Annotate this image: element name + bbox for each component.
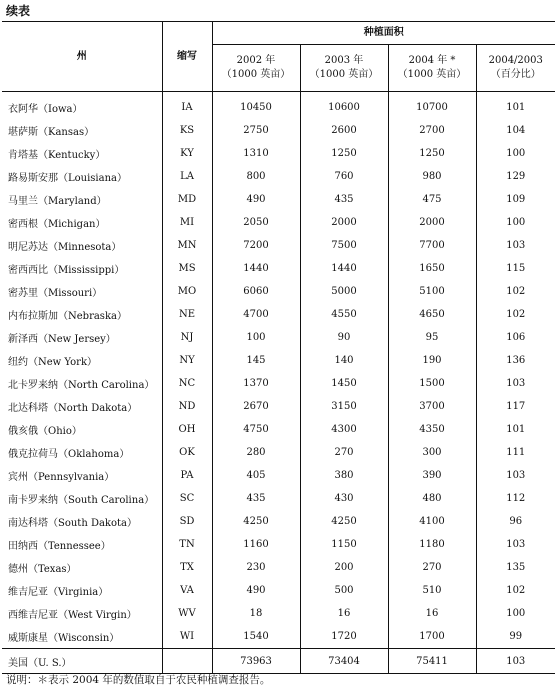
table-row bbox=[2, 349, 555, 372]
table-row bbox=[2, 257, 555, 280]
state-cell: 北达科塔（North Dakota） bbox=[2, 395, 162, 418]
ratio-cell: 102 bbox=[506, 585, 526, 596]
ratio-cell: 103 bbox=[506, 240, 526, 251]
ratio-cell: 135 bbox=[506, 562, 526, 573]
table-row bbox=[2, 92, 555, 120]
y2003-cell: 4550 bbox=[300, 303, 388, 326]
y2004-cell: 480 bbox=[388, 487, 476, 510]
table-row bbox=[2, 280, 555, 303]
total-abbr-cell bbox=[162, 649, 212, 674]
state-cell: 纽约（New York） bbox=[2, 349, 162, 372]
abbr-cell: MD bbox=[162, 188, 212, 211]
y2004-cell: 190 bbox=[388, 349, 476, 372]
abbr-cell: NY bbox=[162, 349, 212, 372]
state-cell: 维吉尼亚（Virginia） bbox=[2, 579, 162, 602]
abbr-cell: ND bbox=[162, 395, 212, 418]
y2003-cell: 200 bbox=[300, 556, 388, 579]
abbr-cell: OH bbox=[162, 418, 212, 441]
y2002-cell: 6060 bbox=[212, 280, 300, 303]
ratio-cell: 115 bbox=[506, 263, 526, 274]
y2002-cell: 18 bbox=[212, 602, 300, 625]
total-2003-cell: 73404 bbox=[300, 649, 388, 674]
y2003-cell: 4300 bbox=[300, 418, 388, 441]
y2003-cell: 10600 bbox=[300, 92, 388, 120]
y2002-cell: 145 bbox=[212, 349, 300, 372]
y2004-cell: 95 bbox=[388, 326, 476, 349]
table-row bbox=[2, 119, 555, 142]
abbr-column-header: 缩写 bbox=[162, 22, 212, 92]
table-row bbox=[2, 556, 555, 579]
y2002-cell: 230 bbox=[212, 556, 300, 579]
state-cell: 堪萨斯（Kansas） bbox=[2, 119, 162, 142]
ratio-cell: 103 bbox=[506, 470, 526, 481]
state-cell: 西维吉尼亚（West Virgin） bbox=[2, 602, 162, 625]
table-row bbox=[2, 188, 555, 211]
abbr-cell: MS bbox=[162, 257, 212, 280]
table-row bbox=[2, 395, 555, 418]
table-body bbox=[2, 92, 555, 674]
ratio-label: 2004/2003 bbox=[488, 55, 543, 66]
y2002-cell: 280 bbox=[212, 441, 300, 464]
y2004-cell: 2700 bbox=[388, 119, 476, 142]
y2004-cell: 5100 bbox=[388, 280, 476, 303]
y2004-cell: 16 bbox=[388, 602, 476, 625]
ratio-cell: 136 bbox=[506, 355, 526, 366]
y2003-cell: 430 bbox=[300, 487, 388, 510]
state-cell: 马里兰（Maryland） bbox=[2, 188, 162, 211]
y2003-cell: 90 bbox=[300, 326, 388, 349]
table-row bbox=[2, 510, 555, 533]
y2004-cell: 390 bbox=[388, 464, 476, 487]
y2004-cell: 980 bbox=[388, 165, 476, 188]
y2004-cell: 1650 bbox=[388, 257, 476, 280]
ratio-cell: 111 bbox=[506, 447, 526, 458]
abbr-cell: SD bbox=[162, 510, 212, 533]
total-ratio-cell: 103 bbox=[476, 649, 555, 674]
table-row bbox=[2, 211, 555, 234]
y2003-cell: 16 bbox=[300, 602, 388, 625]
y2002-cell: 4750 bbox=[212, 418, 300, 441]
state-cell: 密苏里（Missouri） bbox=[2, 280, 162, 303]
soybean-acreage-table bbox=[2, 21, 555, 674]
y2002-cell: 435 bbox=[212, 487, 300, 510]
abbr-cell: KY bbox=[162, 142, 212, 165]
continued-label: 续表 bbox=[6, 4, 31, 18]
year-2003-label: 2003 年 bbox=[324, 55, 364, 66]
y2002-cell: 490 bbox=[212, 188, 300, 211]
state-cell: 密西西比（Mississippi） bbox=[2, 257, 162, 280]
ratio-cell: 109 bbox=[506, 194, 526, 205]
y2004-cell: 3700 bbox=[388, 395, 476, 418]
ratio-cell: 101 bbox=[506, 424, 526, 435]
y2004-cell: 10700 bbox=[388, 92, 476, 120]
planted-area-group-header: 种植面积 bbox=[212, 22, 555, 45]
abbr-cell: MI bbox=[162, 211, 212, 234]
year-2002-label: 2002 年 bbox=[236, 55, 276, 66]
table-row bbox=[2, 303, 555, 326]
y2004-cell: 1700 bbox=[388, 625, 476, 649]
state-cell: 明尼苏达（Minnesota） bbox=[2, 234, 162, 257]
table-row bbox=[2, 625, 555, 649]
y2003-cell: 435 bbox=[300, 188, 388, 211]
y2002-cell: 405 bbox=[212, 464, 300, 487]
table-row bbox=[2, 326, 555, 349]
soybean-acreage-table-wrap bbox=[2, 21, 555, 674]
footnote: 说明：＊表示 2004 年的数值取自于农民种植调查报告。 bbox=[6, 674, 271, 686]
y2002-cell: 1310 bbox=[212, 142, 300, 165]
table-row bbox=[2, 464, 555, 487]
y2003-cell: 140 bbox=[300, 349, 388, 372]
year-2002-header bbox=[212, 45, 300, 92]
abbr-cell: WV bbox=[162, 602, 212, 625]
y2003-cell: 380 bbox=[300, 464, 388, 487]
abbr-cell: PA bbox=[162, 464, 212, 487]
year-2004-header bbox=[388, 45, 476, 92]
y2003-cell: 7500 bbox=[300, 234, 388, 257]
ratio-cell: 96 bbox=[509, 516, 523, 527]
y2002-cell: 4700 bbox=[212, 303, 300, 326]
ratio-cell: 106 bbox=[506, 332, 526, 343]
y2004-cell: 2000 bbox=[388, 211, 476, 234]
y2004-cell: 1500 bbox=[388, 372, 476, 395]
y2003-cell: 2600 bbox=[300, 119, 388, 142]
y2003-cell: 1450 bbox=[300, 372, 388, 395]
ratio-header bbox=[476, 45, 555, 92]
state-cell: 北卡罗来纳（North Carolina） bbox=[2, 372, 162, 395]
table-row bbox=[2, 487, 555, 510]
y2004-cell: 4100 bbox=[388, 510, 476, 533]
state-cell: 密西根（Michigan） bbox=[2, 211, 162, 234]
y2002-cell: 1370 bbox=[212, 372, 300, 395]
ratio-cell: 104 bbox=[506, 125, 526, 136]
y2003-cell: 1720 bbox=[300, 625, 388, 649]
y2002-cell: 490 bbox=[212, 579, 300, 602]
abbr-cell: VA bbox=[162, 579, 212, 602]
y2004-cell: 7700 bbox=[388, 234, 476, 257]
ratio-cell: 129 bbox=[506, 171, 526, 182]
y2003-cell: 1250 bbox=[300, 142, 388, 165]
y2002-cell: 1440 bbox=[212, 257, 300, 280]
state-cell: 内布拉斯加（Nebraska） bbox=[2, 303, 162, 326]
table-row bbox=[2, 418, 555, 441]
state-cell: 肯塔基（Kentucky） bbox=[2, 142, 162, 165]
ratio-cell: 100 bbox=[506, 608, 526, 619]
year-2002-unit: （1000 英亩） bbox=[221, 69, 291, 80]
ratio-cell: 112 bbox=[506, 493, 526, 504]
y2002-cell: 800 bbox=[212, 165, 300, 188]
abbr-cell: MN bbox=[162, 234, 212, 257]
table-row bbox=[2, 234, 555, 257]
table-row bbox=[2, 165, 555, 188]
y2004-cell: 4650 bbox=[388, 303, 476, 326]
ratio-cell: 99 bbox=[509, 631, 523, 642]
y2004-cell: 1180 bbox=[388, 533, 476, 556]
year-2003-unit: （1000 英亩） bbox=[309, 69, 379, 80]
y2003-cell: 760 bbox=[300, 165, 388, 188]
table-row bbox=[2, 579, 555, 602]
abbr-cell: NC bbox=[162, 372, 212, 395]
ratio-cell: 102 bbox=[506, 286, 526, 297]
ratio-cell: 103 bbox=[506, 378, 526, 389]
state-cell: 田纳西（Tennessee） bbox=[2, 533, 162, 556]
year-2003-header bbox=[300, 45, 388, 92]
abbr-cell: SC bbox=[162, 487, 212, 510]
state-cell: 衣阿华（Iowa） bbox=[2, 92, 162, 120]
y2002-cell: 7200 bbox=[212, 234, 300, 257]
abbr-cell: NJ bbox=[162, 326, 212, 349]
table-row bbox=[2, 533, 555, 556]
abbr-cell: TN bbox=[162, 533, 212, 556]
year-2004-label: 2004 年 * bbox=[408, 55, 456, 66]
y2004-cell: 475 bbox=[388, 188, 476, 211]
abbr-cell: OK bbox=[162, 441, 212, 464]
abbr-cell: IA bbox=[162, 92, 212, 120]
abbr-cell: LA bbox=[162, 165, 212, 188]
y2003-cell: 5000 bbox=[300, 280, 388, 303]
y2003-cell: 500 bbox=[300, 579, 388, 602]
year-2004-unit: （1000 英亩） bbox=[397, 69, 467, 80]
total-2002-cell: 73963 bbox=[212, 649, 300, 674]
total-row bbox=[2, 649, 555, 674]
state-cell: 南卡罗来纳（South Carolina） bbox=[2, 487, 162, 510]
y2002-cell: 2050 bbox=[212, 211, 300, 234]
y2002-cell: 100 bbox=[212, 326, 300, 349]
table-row bbox=[2, 372, 555, 395]
y2002-cell: 2670 bbox=[212, 395, 300, 418]
state-column-header: 州 bbox=[2, 22, 162, 92]
total-2004-cell: 75411 bbox=[388, 649, 476, 674]
y2002-cell: 1160 bbox=[212, 533, 300, 556]
y2002-cell: 10450 bbox=[212, 92, 300, 120]
abbr-cell: WI bbox=[162, 625, 212, 649]
y2004-cell: 4350 bbox=[388, 418, 476, 441]
state-cell: 新泽西（New Jersey） bbox=[2, 326, 162, 349]
state-cell: 俄亥俄（Ohio） bbox=[2, 418, 162, 441]
ratio-cell: 103 bbox=[506, 539, 526, 550]
y2003-cell: 270 bbox=[300, 441, 388, 464]
y2004-cell: 300 bbox=[388, 441, 476, 464]
y2004-cell: 270 bbox=[388, 556, 476, 579]
y2003-cell: 2000 bbox=[300, 211, 388, 234]
abbr-cell: NE bbox=[162, 303, 212, 326]
ratio-unit: （百分比） bbox=[490, 69, 541, 80]
state-cell: 路易斯安那（Louisiana） bbox=[2, 165, 162, 188]
table-row bbox=[2, 441, 555, 464]
y2002-cell: 1540 bbox=[212, 625, 300, 649]
y2002-cell: 4250 bbox=[212, 510, 300, 533]
y2003-cell: 1440 bbox=[300, 257, 388, 280]
total-state-cell: 美国（U. S.） bbox=[2, 649, 162, 674]
abbr-cell: KS bbox=[162, 119, 212, 142]
y2003-cell: 1150 bbox=[300, 533, 388, 556]
ratio-cell: 102 bbox=[506, 309, 526, 320]
ratio-cell: 100 bbox=[506, 217, 526, 228]
y2004-cell: 510 bbox=[388, 579, 476, 602]
ratio-cell: 100 bbox=[506, 148, 526, 159]
abbr-cell: TX bbox=[162, 556, 212, 579]
state-cell: 宾州（Pennsylvania） bbox=[2, 464, 162, 487]
abbr-cell: MO bbox=[162, 280, 212, 303]
ratio-cell: 101 bbox=[506, 102, 526, 113]
table-row bbox=[2, 602, 555, 625]
y2004-cell: 1250 bbox=[388, 142, 476, 165]
state-cell: 德州（Texas） bbox=[2, 556, 162, 579]
table-header bbox=[2, 22, 555, 92]
table-row bbox=[2, 142, 555, 165]
y2003-cell: 3150 bbox=[300, 395, 388, 418]
y2003-cell: 4250 bbox=[300, 510, 388, 533]
ratio-cell: 117 bbox=[506, 401, 526, 412]
y2002-cell: 2750 bbox=[212, 119, 300, 142]
state-cell: 南达科塔（South Dakota） bbox=[2, 510, 162, 533]
state-cell: 俄克拉荷马（Oklahoma） bbox=[2, 441, 162, 464]
state-cell: 威斯康星（Wisconsin） bbox=[2, 625, 162, 649]
